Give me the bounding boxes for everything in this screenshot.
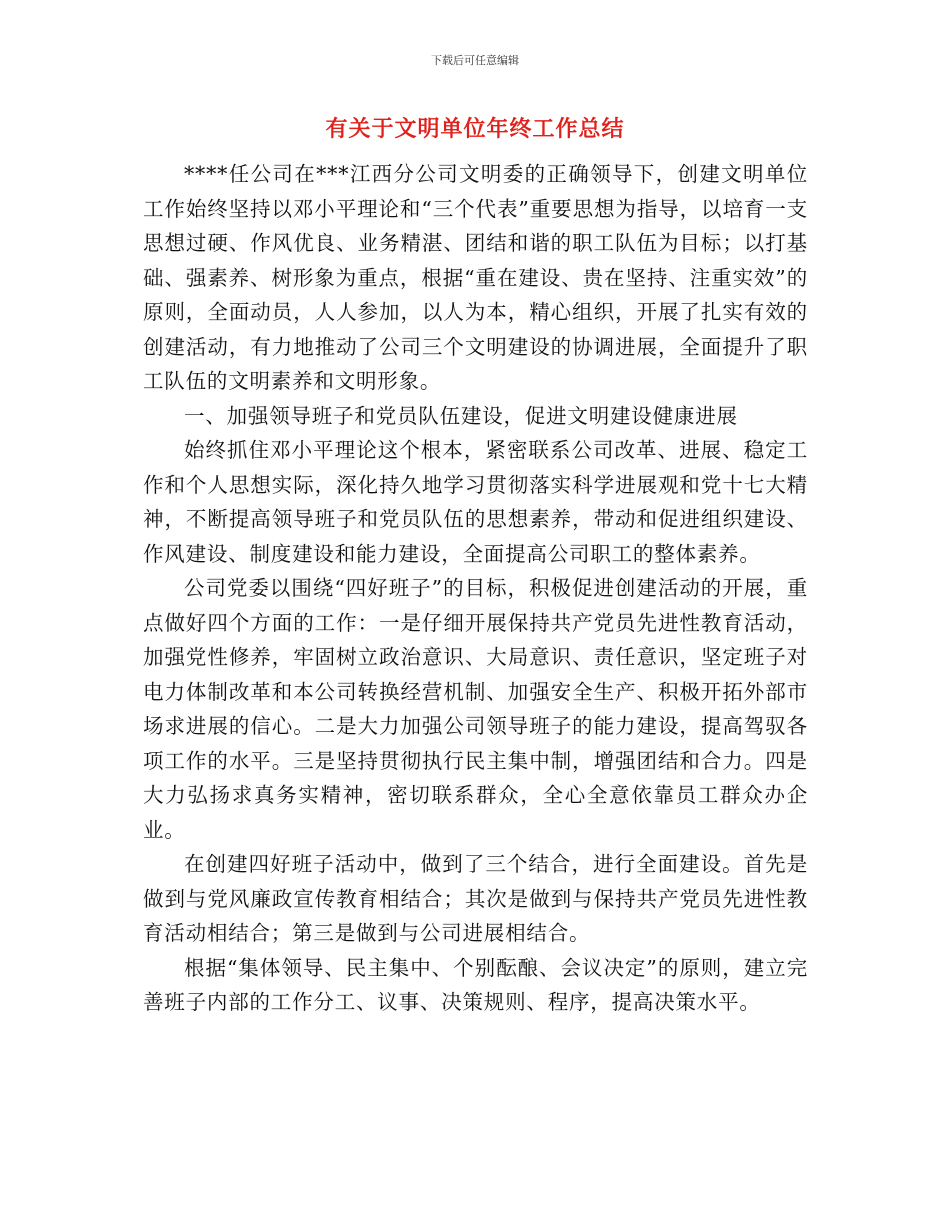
- paragraph-theory: 始终抓住邓小平理论这个根本，紧密联系公司改革、进展、稳定工作和个人思想实际，深化持久地学习贯彻落实科学进展观和党十七大精神，不断提高领导班子和党员队伍的思想素养，带动和促进组织建设、作风建设、制度建设和能力建设，全面提高公司职工的整体素养。: [143, 438, 808, 566]
- header-note: 下载后可任意编辑: [431, 54, 519, 67]
- paragraph-party-committee: 公司党委以围绕“四好班子”的目标，积极促进创建活动的开展，重点做好四个方面的工作：一是仔细开展保持共产党员先进性教育活动，加强党性修养，牢固树立政治意识、大局意识、责任意识，坚定班子对电力体制改革和本公司转换经营机制、加强安全生产、积极开拓外部市场求进展的信心。二是大力加强公司领导班子的能力建设，提高驾驭各项工作的水平。三是坚持贯彻执行民主集中制，增强团结和合力。四是大力弘扬求真务实精神，密切联系群众，全心全意依靠员工群众办企业。: [143, 576, 808, 842]
- paragraph-decision-rules: 根据“集体领导、民主集中、个别酝酿、会议决定”的原则，建立完善班子内部的工作分工、议事、决策规则、程序，提高决策水平。: [143, 955, 808, 1014]
- section-heading-1: 一、加强领导班子和党员队伍建设，促进文明建设健康进展: [184, 403, 738, 428]
- document-body: [143, 157, 808, 1020]
- paragraph-intro: ****任公司在***江西分公司文明委的正确领导下，创建文明单位工作始终坚持以邓小平理论和“三个代表”重要思想为指导，以培育一支思想过硬、作风优良、业务精湛、团结和谐的职工队伍为目标；以打基础、强素养、树形象为重点，根据“重在建设、贵在坚持、注重实效”的原则，全面动员，人人参加，以人为本，精心组织，开展了扎实有效的创建活动，有力地推动了公司三个文明建设的协调进展，全面提升了职工队伍的文明素养和文明形象。: [143, 162, 808, 393]
- document-title: 有关于文明单位年终工作总结: [325, 116, 625, 142]
- paragraph-three-combinations: 在创建四好班子活动中，做到了三个结合，进行全面建设。首先是做到与党风廉政宣传教育相结合；其次是做到与保持共产党员先进性教育活动相结合；第三是做到与公司进展相结合。: [143, 852, 808, 945]
